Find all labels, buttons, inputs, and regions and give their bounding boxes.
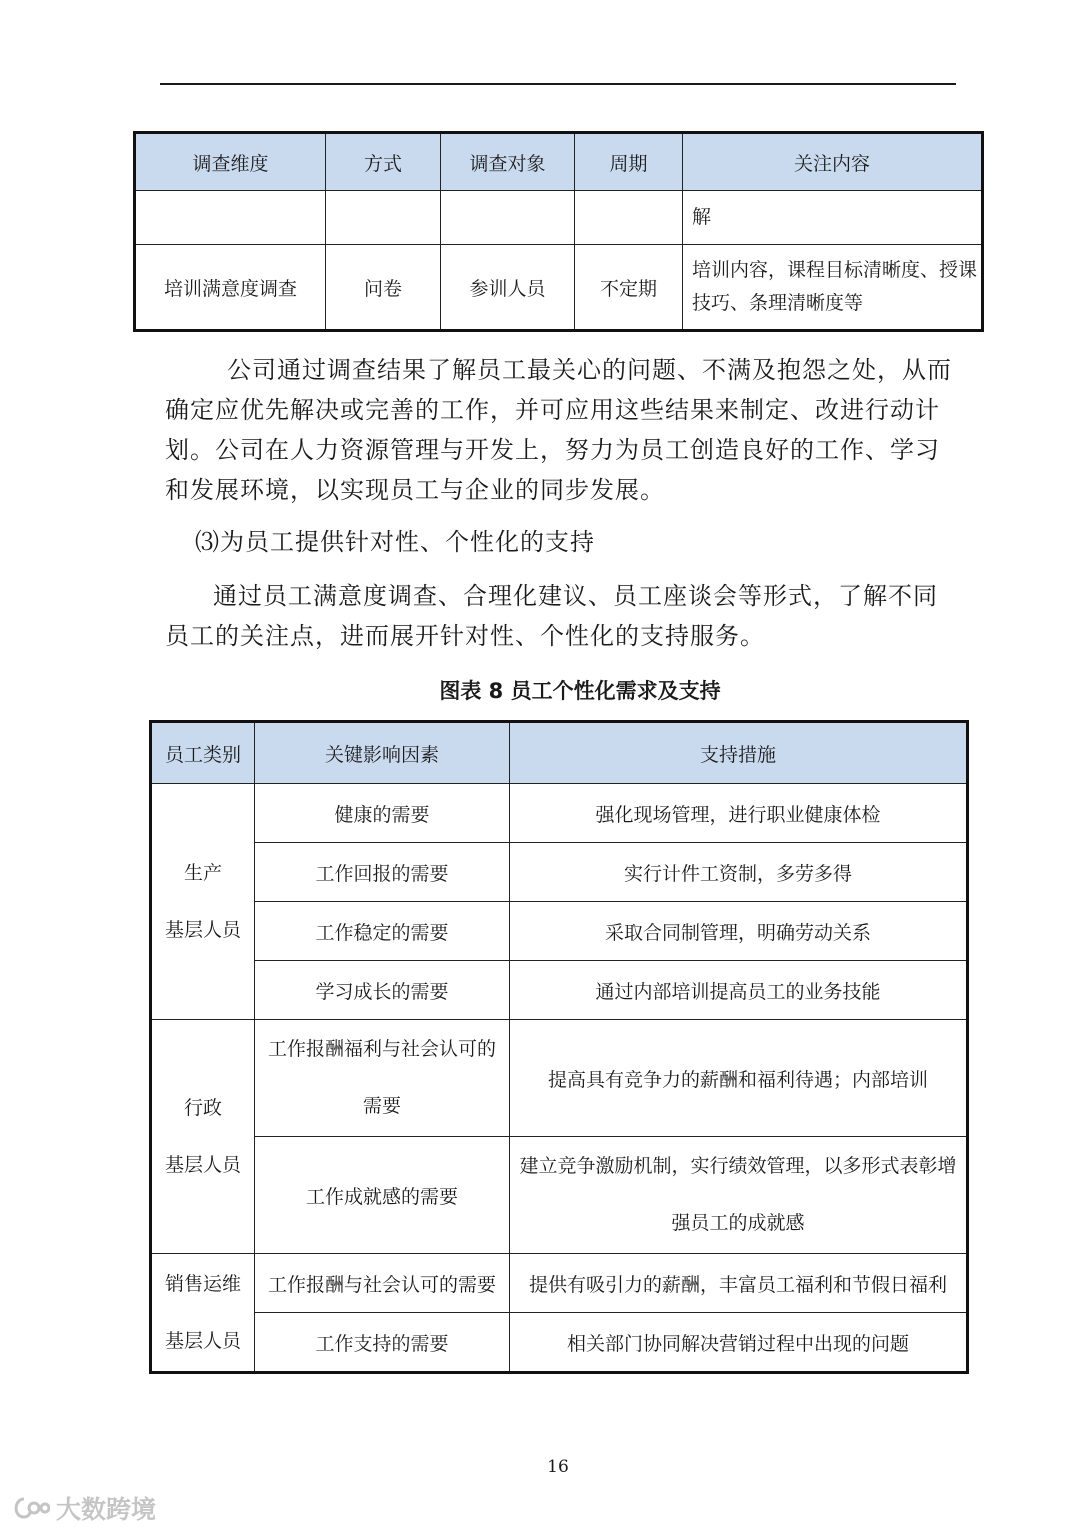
table-row: [151, 1254, 968, 1313]
page-number: 16: [547, 1457, 569, 1477]
measure-cell: [510, 1137, 968, 1254]
measure-cell: 采取合同制管理，明确劳动关系: [510, 902, 968, 961]
measure-cell: 相关部门协同解决营销过程中出现的问题: [510, 1313, 968, 1373]
table-row: [151, 1313, 968, 1373]
category-label: 基层人员: [164, 1329, 241, 1352]
table-header-row: [135, 133, 983, 191]
factor-cell: 学习成长的需要: [255, 961, 510, 1020]
header-cell: 周期: [575, 133, 683, 191]
factor-line: 工作报酬福利与社会认可的: [267, 1038, 496, 1060]
table-caption: 图表 8 员工个性化需求及支持: [439, 679, 721, 703]
factor-line: 需要: [362, 1095, 401, 1117]
table-row: [135, 245, 983, 331]
factor-cell: 工作稳定的需要: [255, 902, 510, 961]
focus-cell: 解: [683, 191, 983, 245]
table-header-row: [151, 722, 968, 784]
header-cell: 支持措施: [510, 722, 968, 784]
support-table: [149, 720, 969, 1374]
category-cell: [151, 1254, 255, 1373]
measure-cell: 提供有吸引力的薪酬，丰富员工福利和节假日福利: [510, 1254, 968, 1313]
factor-cell: 工作成就感的需要: [255, 1137, 510, 1254]
measure-line: 建立竞争激励机制，实行绩效管理，以多形式表彰增: [519, 1155, 957, 1177]
measure-cell: 强化现场管理，进行职业健康体检: [510, 784, 968, 843]
period-cell: 不定期: [575, 245, 683, 331]
table-row: [151, 902, 968, 961]
factor-cell: [255, 1020, 510, 1137]
survey-table: [133, 131, 984, 332]
measure-line: 强员工的成就感: [671, 1212, 805, 1234]
table-row: [135, 191, 983, 245]
header-cell: 关注内容: [683, 133, 983, 191]
watermark: [10, 1490, 156, 1526]
header-rule: [160, 83, 956, 85]
category-label: 生产: [183, 861, 222, 884]
measure-cell: 实行计件工资制，多劳多得: [510, 843, 968, 902]
section-heading: ⑶为员工提供针对性、个性化的支持: [195, 528, 595, 556]
header-cell: 员工类别: [151, 722, 255, 784]
category-cell: [151, 784, 255, 1020]
table-row: [151, 1137, 968, 1254]
table-row: [151, 1020, 968, 1137]
method-cell: 问卷: [326, 245, 441, 331]
paragraph: 通过员工满意度调查、合理化建议、员工座谈会等形式，了解不同员工的关注点，进而展开针对性、个性化的支持服务。: [165, 582, 938, 650]
watermark-text: 大数跨境: [56, 1495, 157, 1524]
measure-cell: 通过内部培训提高员工的业务技能: [510, 961, 968, 1020]
factor-cell: 工作回报的需要: [255, 843, 510, 902]
table-row: [151, 843, 968, 902]
category-label: 销售运维: [164, 1272, 241, 1295]
target-cell: 参训人员: [441, 245, 575, 331]
table-row: [151, 784, 968, 843]
factor-cell: 工作支持的需要: [255, 1313, 510, 1373]
header-cell: 方式: [326, 133, 441, 191]
category-label: 基层人员: [164, 918, 241, 941]
category-cell: [151, 1020, 255, 1254]
header-cell: 调查维度: [135, 133, 326, 191]
category-label: 基层人员: [164, 1153, 241, 1176]
factor-cell: 健康的需要: [255, 784, 510, 843]
dimension-cell: 培训满意度调查: [135, 245, 326, 331]
header-cell: 关键影响因素: [255, 722, 510, 784]
watermark-logo-icon: [10, 1495, 50, 1521]
header-cell: 调查对象: [441, 133, 575, 191]
focus-line: 技巧、条理清晰度等: [692, 292, 864, 314]
measure-cell: 提高具有竞争力的薪酬和福利待遇；内部培训: [510, 1020, 968, 1137]
paragraph: 公司通过调查结果了解员工最关心的问题、不满及抱怨之处，从而确定应优先解决或完善的工作，并可应用这些结果来制定、改进行动计划。公司在人力资源管理与开发上，努力为员工创造良好的工作、学习和发展环境，以实现员工与企业的同步发展。: [165, 356, 952, 504]
focus-line: 培训内容，课程目标清晰度、授课: [692, 259, 978, 281]
table-row: [151, 961, 968, 1020]
focus-cell: [683, 245, 983, 331]
factor-cell: 工作报酬与社会认可的需要: [255, 1254, 510, 1313]
category-label: 行政: [183, 1096, 222, 1119]
